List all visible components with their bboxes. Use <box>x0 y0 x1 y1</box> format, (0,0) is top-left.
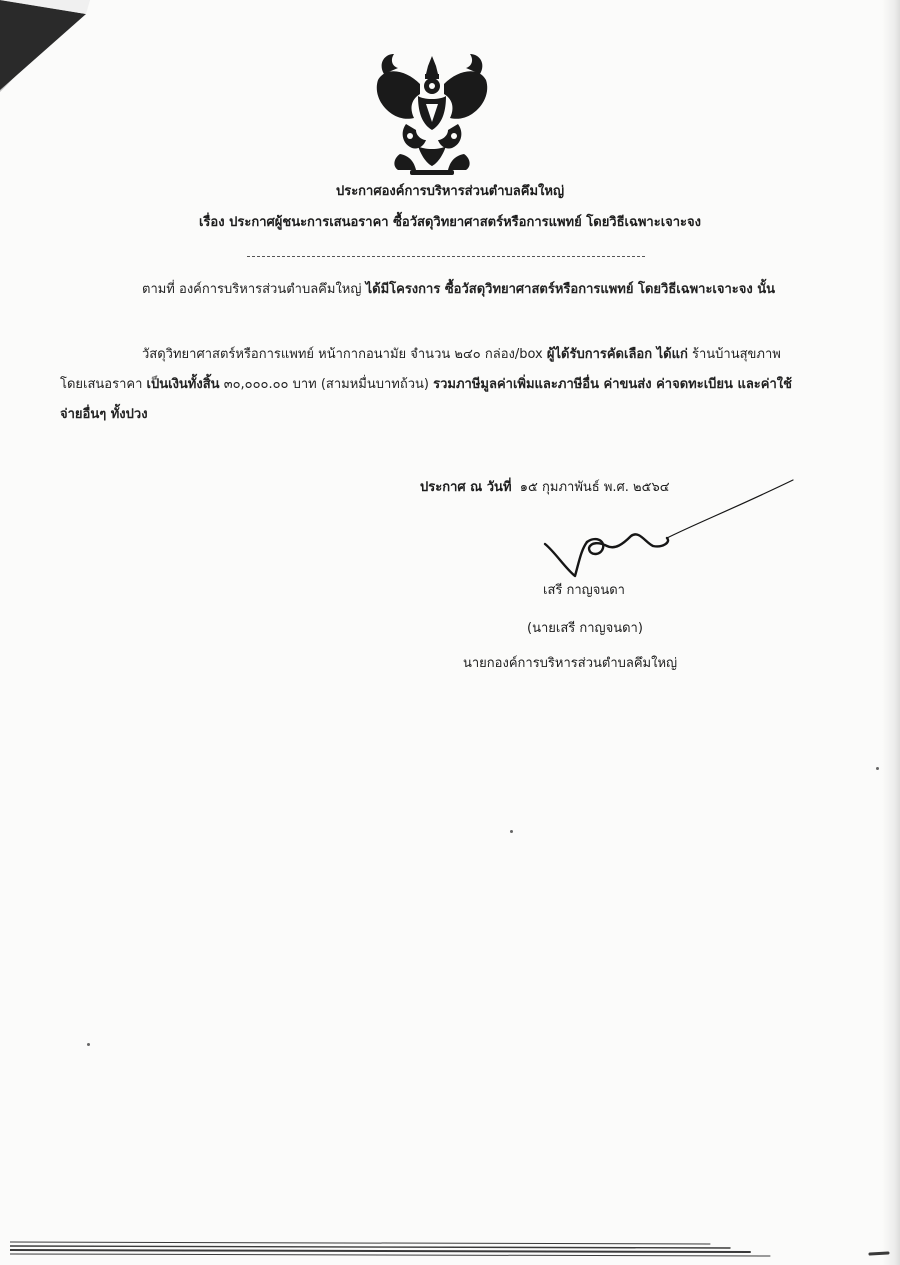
signatory-full-name: (นายเสรี กาญจนดา) <box>527 621 643 636</box>
paragraph-2-part7: รวมภาษีมูลค่าเพิ่มและภาษีอื่น ค่าขนส่ง ค่าจดทะเบียน และค่าใช้จ่ายอื่นๆ ทั้งปวง <box>60 377 792 422</box>
paragraph-2 <box>60 340 795 430</box>
scan-speck <box>876 767 879 770</box>
subject-text: ประกาศผู้ชนะการเสนอราคา ซื้อวัสดุวิทยาศาสตร์หรือการแพทย์ โดยวิธีเฉพาะเจาะจง <box>229 215 702 230</box>
signature-printed-name: เสรี กาญจนดา <box>543 583 625 598</box>
handwritten-signature <box>535 472 800 582</box>
document-subject <box>0 214 900 232</box>
announcement-label: ประกาศ ณ วันที่ <box>420 480 512 495</box>
paragraph-2-part2: ผู้ได้รับการคัดเลือก ได้แก่ <box>546 347 688 362</box>
paragraph-2-part4: เป็นเงินทั้งสิ้น <box>146 377 220 392</box>
paragraph-1-part2: ได้มีโครงการ ซื้อวัสดุวิทยาศาสตร์หรือการแพทย์ โดยวิธีเฉพาะเจาะจง นั้น <box>365 282 776 297</box>
subject-label: เรื่อง <box>198 215 225 230</box>
garuda-emblem-icon <box>370 50 495 178</box>
announcement-date-value: ๑๕ กุมภาพันธ์ พ.ศ. ๒๕๖๔ <box>519 480 670 495</box>
scan-speck <box>87 1043 90 1046</box>
scan-bottom-edge <box>10 1238 890 1260</box>
paragraph-2-part6: บาท (สามหมื่นบาทถ้วน) <box>292 377 429 392</box>
signatory-position: นายกองค์การบริหารส่วนตำบลคึมใหญ่ <box>463 656 678 671</box>
document-title: ประกาศองค์การบริหารส่วนตำบลคึมใหญ่ <box>335 184 565 199</box>
page-corner-fold <box>0 0 90 92</box>
scan-speck <box>510 830 513 833</box>
title-divider <box>247 256 645 257</box>
paragraph-2-part1: วัสดุวิทยาศาสตร์หรือการแพทย์ หน้ากากอนามัย จำนวน ๒๔๐ กล่อง/box <box>142 347 543 362</box>
paragraph-1-part1: ตามที่ องค์การบริหารส่วนตำบลคึมใหญ่ <box>142 282 362 297</box>
paragraph-2-part5: ๓๐,๐๐๐.๐๐ <box>223 377 289 392</box>
paragraph-2-part3: ร้านบ้านสุขภาพ โดยเสนอราคา <box>60 347 781 392</box>
paragraph-1 <box>60 275 795 305</box>
